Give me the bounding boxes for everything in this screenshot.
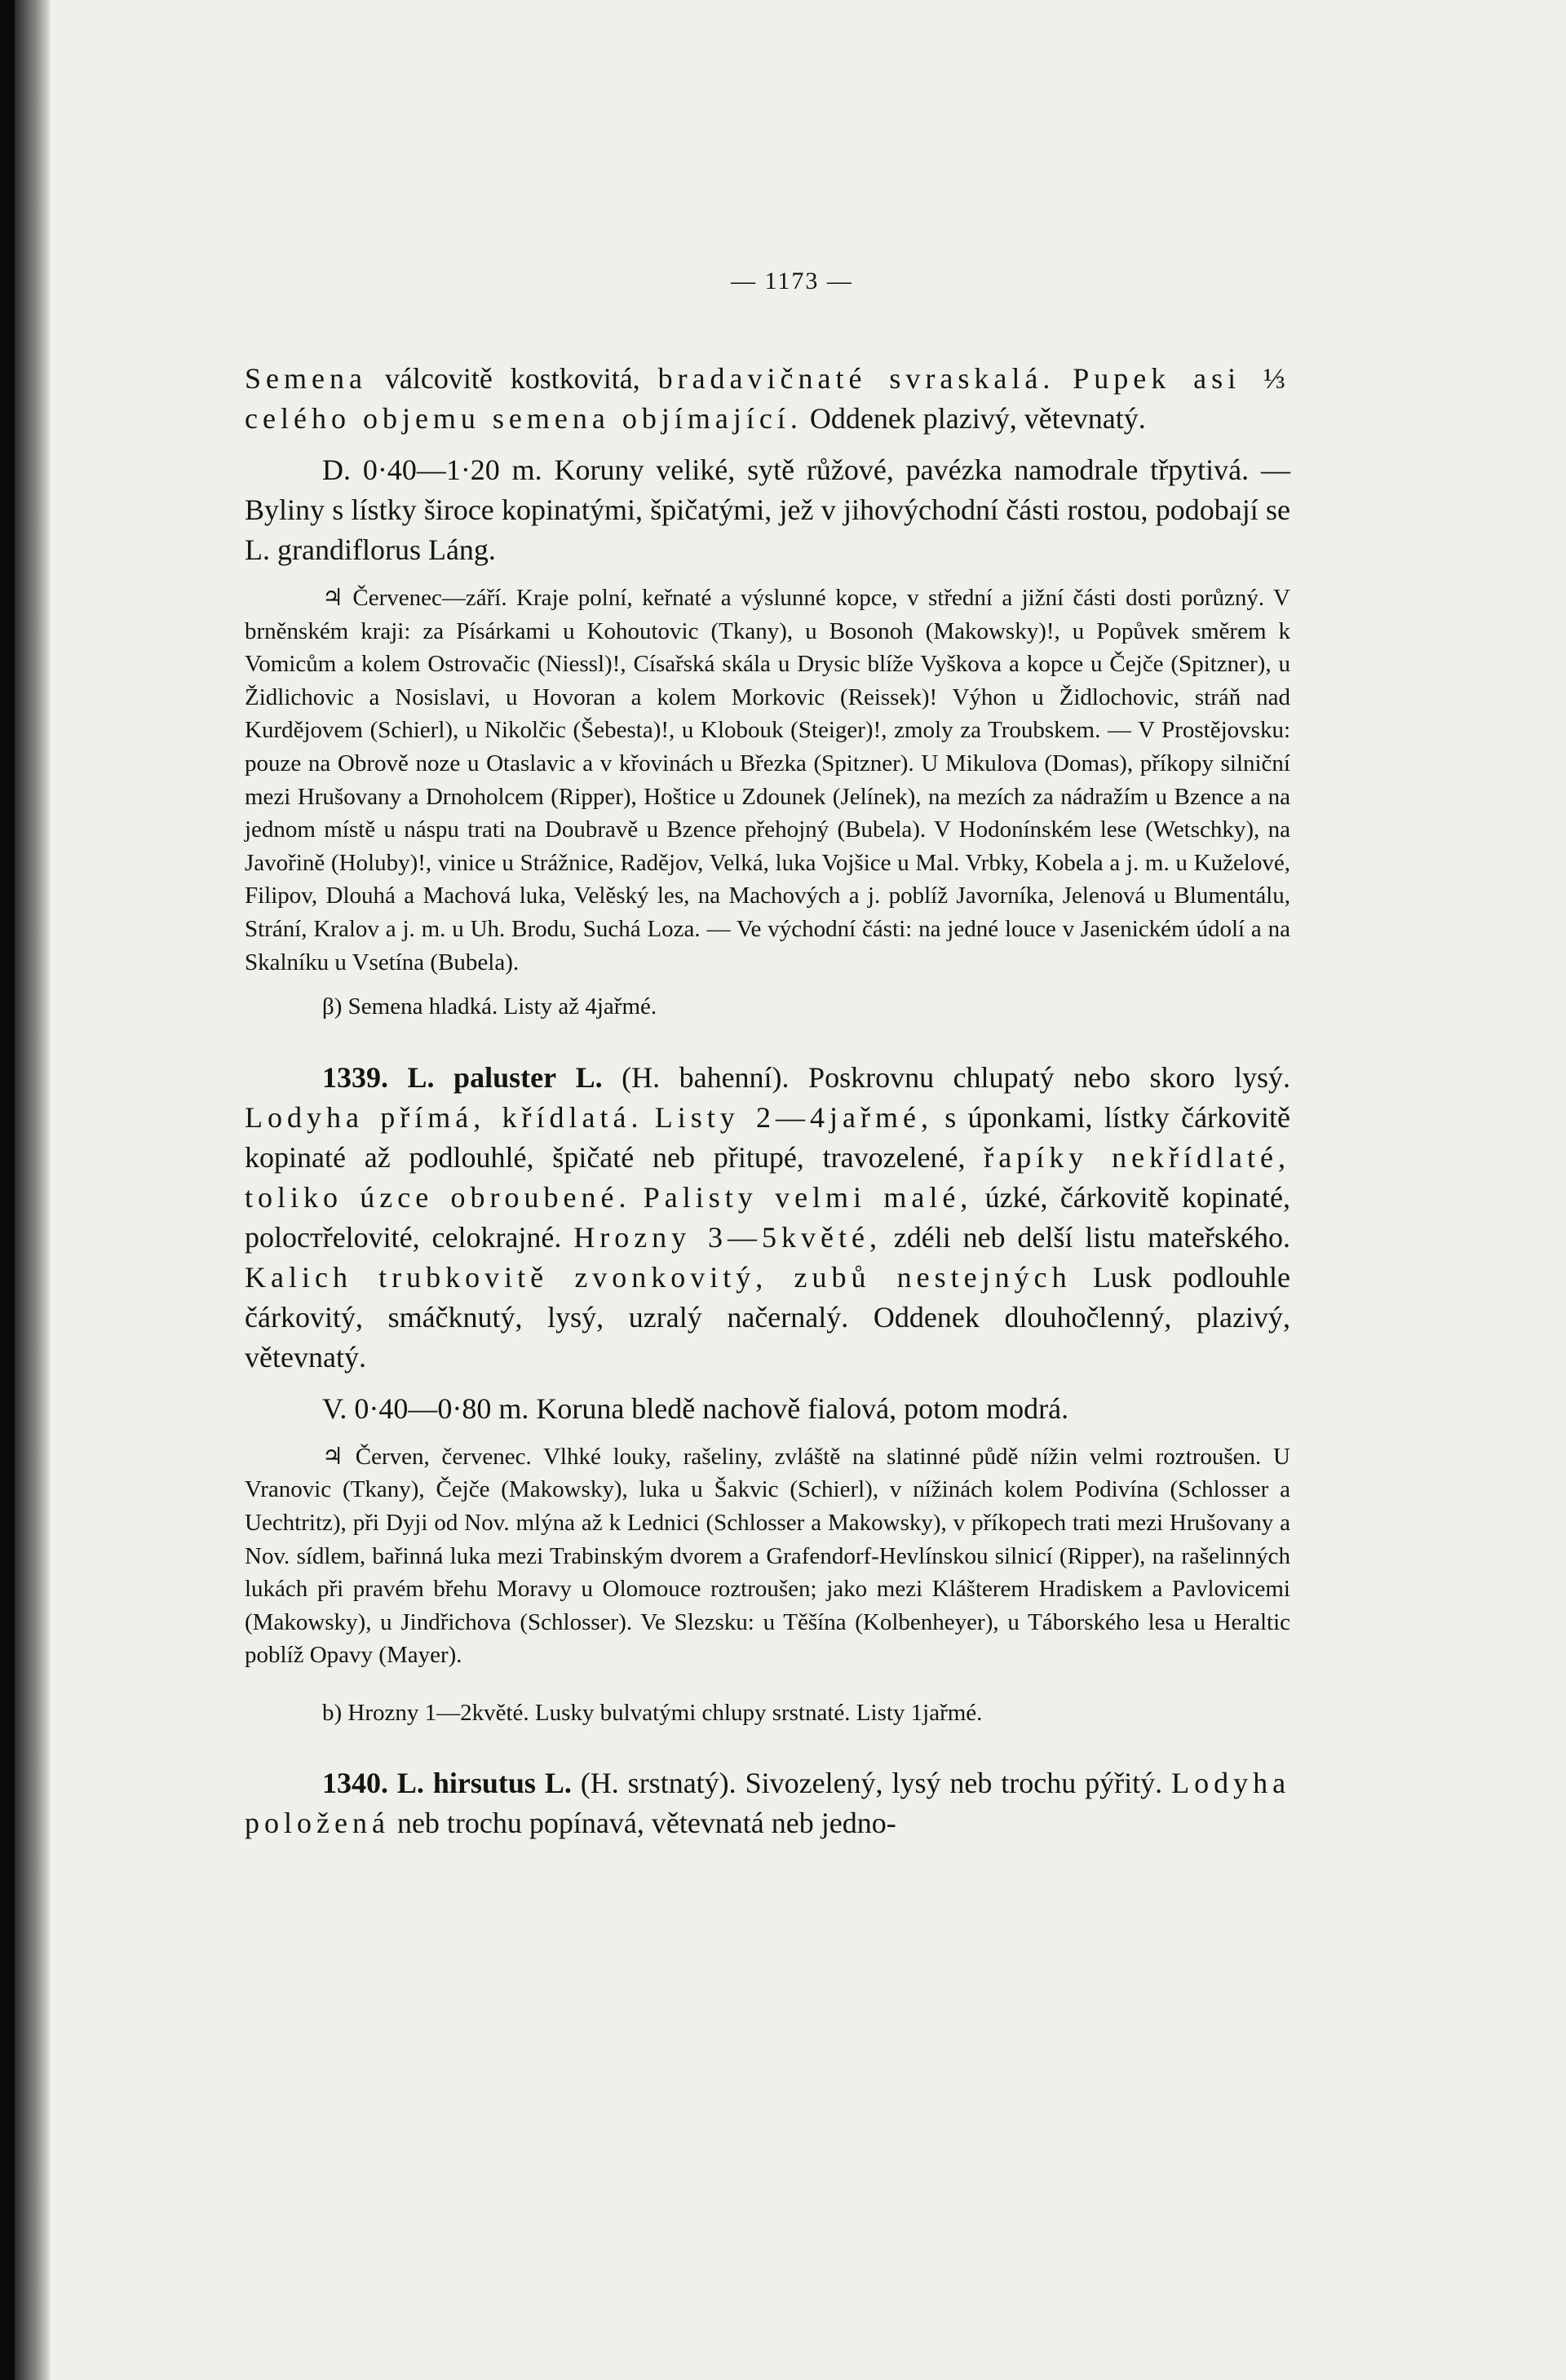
species-name: paluster <box>453 1060 557 1094</box>
text-run: zdéli neb delší listu mateřského. <box>881 1220 1290 1254</box>
seed-description-paragraph <box>245 359 1290 439</box>
book-spine-shadow <box>15 0 51 2380</box>
species-1340-paragraph <box>245 1763 1290 1843</box>
text-run: Poskrovnu chlupatý nebo skoro lysý. <box>789 1060 1291 1094</box>
genus-abbrev: L. <box>396 1767 424 1800</box>
spaced-text: Pupek asi ⅓ celého objemu semena objímající. <box>245 362 1291 435</box>
size-paragraph: D. 0·40—1·20 m. Koruny veliké, sytě růžové, pavézka namodrale třpytivá. — Byliny s lístky široce kopinatými, špičatými, jež v jihovýchodní části rostou, podobají se L. grandiflorus Láng. <box>245 453 1290 566</box>
text-run: Oddenek plazivý, větevnatý. <box>802 402 1146 435</box>
species-name: hirsutus <box>432 1767 536 1800</box>
spaced-text: Hrozny 3—5květé, <box>573 1220 882 1254</box>
text-run: neb trochu popínavá, větevnatá neb jedno- <box>389 1807 896 1840</box>
distribution-paragraph: ♃ Červenec—září. Kraje polní, keřnaté a výslunné kopce, v střední a jižní části dosti porůzný. V brněnském kraji: za Písárkami u Kohoutovic (Tkany), u Bosonoh (Makowsky)!, u Popůvek směrem k Vomicům a kolem Ostrovačic (Niessl)!, Císařská skála u Drysic blíže Vyškova a kopce u Čejče (Spitzner), u Židlichovic a Nosislavi, u Hovoran a kolem Morkovic (Reissek)! Výhon u Židlochovic, stráň nad Kurdějovem (Schierl), u Nikolčic (Šebesta)!, u Klobouk (Steiger)!, zmoly za Troubskem. — V Prostějovsku: pouze na Obrově noze u Otaslavic a v křovinách u Březka (Spitzner). U Mikulova (Domas), příkopy silniční mezi Hrušovany a Drnoholcem (Ripper), Hoštice u Zdounek (Jelínek), na mezích za nádražím u Bzence a na jednom místě u náspu trati na Doubravě u Bzence přehojný (Bubela). V Hodonínském lese (Wetschky), na Javořině (Holuby)!, vinice u Strážnice, Radějov, Velká, luka Vojšice u Mal. Vrbky, Kobela a j. m. u Kuželové, Filipov, Dlouhá a Machová luka, Velěský les, na Machových a j. poblíž Javorníka, Jelenová u Blumentálu, Strání, Kralov a j. m. u Uh. Brodu, Suchá Loza. — Ve východní části: na jedné louce v Jasenickém údolí a na Skalníku u Vsetína (Bubela). <box>245 585 1290 975</box>
species-number: 1339. <box>322 1060 388 1094</box>
spaced-text: Listy 2—4jařmé, <box>654 1100 933 1134</box>
spaced-text: Semena <box>245 362 367 395</box>
species-number: 1340. <box>322 1767 388 1800</box>
genus-abbrev: L. <box>407 1060 435 1094</box>
page-number: — 1173 — <box>731 268 853 294</box>
text-run: Lusk podlouhle čárkovitý, smáčknutý, lysý, uzralý načernalý. Oddenek dlouhočlenný, plazivý, větevnatý. <box>245 1260 1290 1374</box>
spaced-text: Palisty velmi malé, <box>643 1180 973 1214</box>
species-author: L. <box>544 1767 572 1800</box>
spaced-text: Kalich trubkovitě zvonkovitý, zubů nestejných <box>245 1260 1072 1294</box>
common-name: (H. srstnatý). <box>580 1767 737 1800</box>
size-paragraph-1339: V. 0·40—0·80 m. Koruna bledě nachově fialová, potom modrá. <box>322 1391 1069 1425</box>
text-run: Sivozelený, lysý neb trochu pýřitý. <box>736 1767 1172 1800</box>
group-b-paragraph: b) Hrozny 1—2květé. Lusky bulvatými chlupy srstnaté. Listy 1jařmé. <box>322 1699 983 1726</box>
page-content <box>245 263 1290 1843</box>
species-1339-paragraph <box>245 1058 1290 1378</box>
common-name: (H. bahenní). <box>622 1060 790 1094</box>
spaced-text: řapíky nekřídlaté, toliko úzce obroubené. <box>245 1140 1290 1214</box>
spaced-text: Lodyha přímá, křídlatá. <box>245 1100 644 1134</box>
text-run: s úponkami, lístky čárkovitě kopinaté až podlouhlé, špičaté neb přitupé, travozelené, <box>245 1100 1291 1174</box>
text-run: úzké, čárkovitě kopinaté, poloстřelovité, celokrajné. <box>245 1180 1290 1254</box>
variety-beta-paragraph: β) Semena hladká. Listy až 4jařmé. <box>322 993 657 1020</box>
species-author: L. <box>575 1060 603 1094</box>
distribution-paragraph-1339: ♃ Červen, červenec. Vlhké louky, rašeliny, zvláště na slatinné půdě nížin velmi roztroušen. U Vranovic (Tkany), Čejče (Makowsky), luka u Šakvic (Schierl), v nížinách kolem Podivína (Schlosser a Uechtritz), při Dyji od Nov. mlýna až k Lednici (Schlosser a Makowsky), v příkopech trati mezi Hrušovany a Nov. sídlem, bařinná luka mezi Trabinským dvorem a Grafendorf-Hevlínskou silnicí (Ripper), na rašelinných lukách při pravém břehu Moravy u Olomouce roztroušen; jako mezi Klášterem Hradiskem a Pavlovicemi (Makowsky), u Jindřichova (Schlosser). Ve Slezsku: u Těšína (Kolbenheyer), u Táborského lesa u Heraltic poblíž Opavy (Mayer). <box>245 1443 1290 1669</box>
spaced-text: bradavičnaté svraskalá. <box>657 362 1055 395</box>
spaced-text: Lodyha položená <box>245 1767 1291 1840</box>
book-page <box>15 0 1566 2380</box>
text-run: válcovitě kostkovitá, <box>366 362 658 395</box>
